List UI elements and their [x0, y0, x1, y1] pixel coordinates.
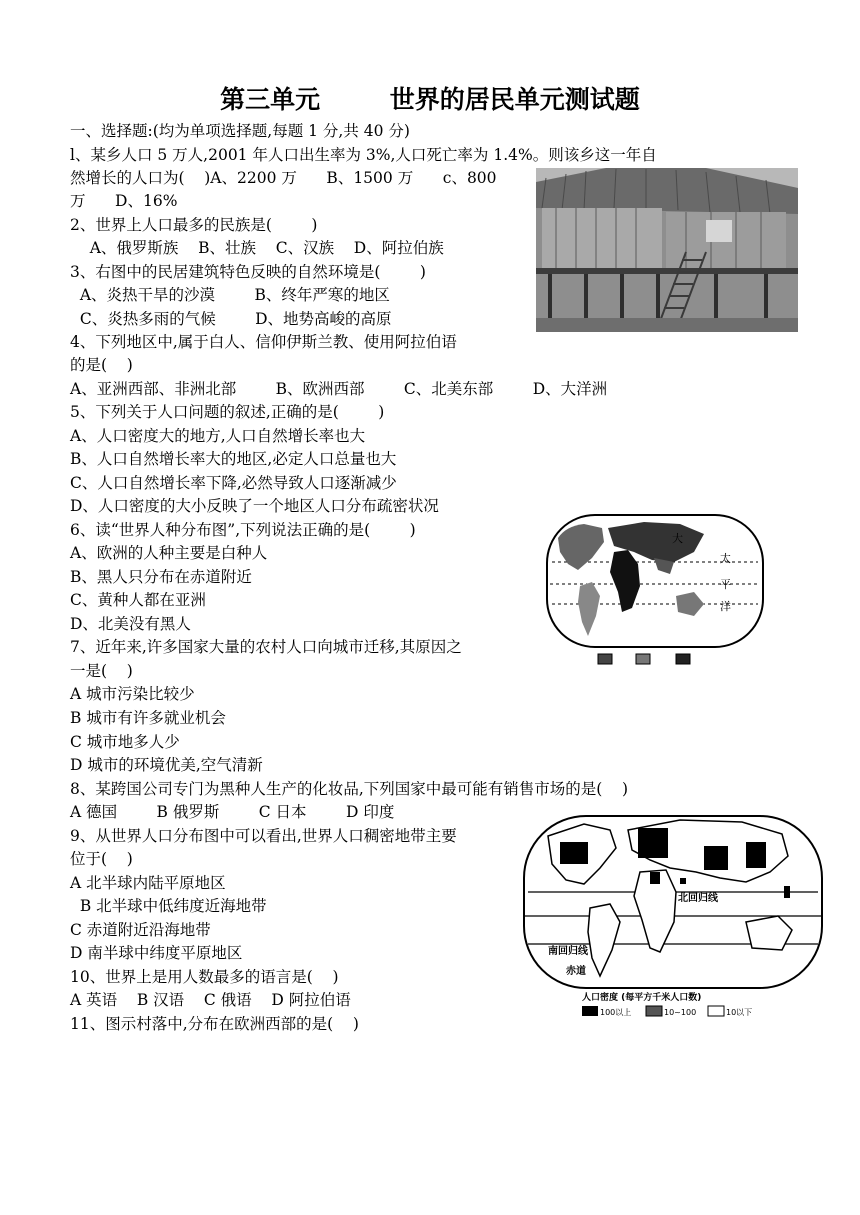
page-title: 第三单元 世界的居民单元测试题	[220, 85, 640, 114]
tropic-south-label: 南回归线	[548, 946, 588, 957]
question-text: 4、下列地区中,属于白人、信仰伊斯兰教、使用阿拉伯语	[70, 333, 457, 351]
question-text: 9、从世界人口分布图中可以看出,世界人口稠密地带主要	[70, 827, 457, 845]
question-text: D、人口密度的大小反映了一个地区人口分布疏密状况	[70, 497, 439, 515]
question-text: C、炎热多雨的气候 D、地势高峻的高原	[70, 310, 392, 328]
svg-text:大: 大	[672, 532, 683, 545]
question-text: 3、右图中的民居建筑特色反映的自然环境是( )	[70, 263, 426, 281]
world-population-map	[520, 812, 826, 1020]
question-text: 然增长的人口为( )A、2200 万 B、1500 万 c、800	[70, 169, 497, 187]
tropic-north-label: 北回归线	[678, 893, 718, 904]
question-text: A、俄罗斯族 B、壮族 C、汉族 D、阿拉伯族	[70, 239, 444, 257]
question-text: D 城市的环境优美,空气清新	[70, 756, 263, 774]
question-text: A 北半球内陆平原地区	[70, 874, 226, 892]
question-text: D、北美没有黑人	[70, 615, 191, 633]
question-text: 8、某跨国公司专门为黑种人生产的化妆品,下列国家中最可能有销售市场的是( )	[70, 780, 629, 798]
question-text: C 赤道附近沿海地带	[70, 921, 211, 939]
world-race-map	[544, 512, 766, 668]
question-text: B、人口自然增长率大的地区,必定人口总量也大	[70, 450, 397, 468]
question-text: 10、世界上是用人数最多的语言是( )	[70, 968, 339, 986]
question-text: C、黄种人都在亚洲	[70, 591, 206, 609]
question-text: 7、近年来,许多国家大量的农村人口向城市迁移,其原因之	[70, 638, 462, 656]
question-text: B 城市有许多就业机会	[70, 709, 226, 727]
question-text: 的是( )	[70, 356, 133, 374]
question-text: 一是( )	[70, 662, 133, 680]
question-text: D 南半球中纬度平原地区	[70, 944, 243, 962]
question-text: A、人口密度大的地方,人口自然增长率也大	[70, 427, 366, 445]
question-text: A、亚洲西部、非洲北部 B、欧洲西部 C、北美东部 D、大洋洲	[70, 380, 608, 398]
legend-item: 10以下	[726, 1008, 753, 1017]
question-text: 位于( )	[70, 850, 133, 868]
question-text: C 城市地多人少	[70, 733, 180, 751]
question-text: l、某乡人口 5 万人,2001 年人口出生率为 3%,人口死亡率为 1.4%。则该乡这一年自	[70, 146, 657, 164]
svg-text:洋: 洋	[720, 600, 731, 613]
legend-item: 100以上	[600, 1008, 632, 1017]
question-text: A 德国 B 俄罗斯 C 日本 D 印度	[70, 803, 395, 821]
question-text: 5、下列关于人口问题的叙述,正确的是( )	[70, 403, 385, 421]
question-text: A 城市污染比较少	[70, 685, 195, 703]
question-text: B、黑人只分布在赤道附近	[70, 568, 252, 586]
legend-item: 10~100	[664, 1008, 697, 1017]
equator-label: 赤道	[566, 966, 586, 977]
question-text: A 英语 B 汉语 C 俄语 D 阿拉伯语	[70, 991, 351, 1009]
question-text: 2、世界上人口最多的民族是( )	[70, 216, 318, 234]
question-text: C、人口自然增长率下降,必然导致人口逐渐减少	[70, 474, 397, 492]
svg-text:太: 太	[720, 552, 731, 565]
stilt-house-photo	[536, 168, 798, 332]
question-text: A、炎热干旱的沙漠 B、终年严寒的地区	[70, 286, 390, 304]
section-heading: 一、选择题:(均为单项选择题,每题 1 分,共 40 分)	[70, 122, 410, 140]
legend-title: 人口密度 (每平方千米人口数)	[582, 993, 702, 1003]
question-text: 万 D、16%	[70, 192, 178, 210]
question-text: 6、读“世界人种分布图”,下列说法正确的是( )	[70, 521, 416, 539]
question-text: A、欧洲的人种主要是白种人	[70, 544, 268, 562]
question-text: 11、图示村落中,分布在欧洲西部的是( )	[70, 1015, 359, 1033]
question-text: B 北半球中低纬度近海地带	[70, 897, 267, 915]
svg-text:平: 平	[720, 578, 731, 591]
